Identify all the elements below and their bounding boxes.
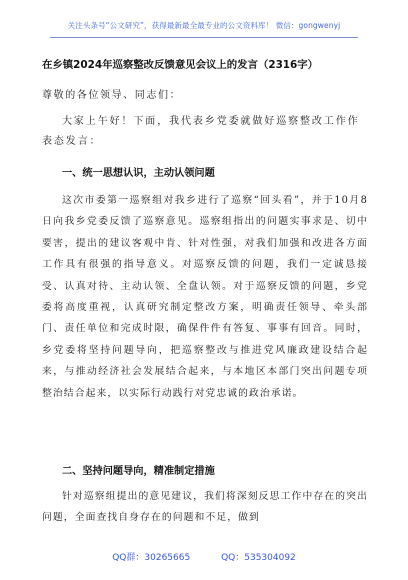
section-heading-1: 一、统一思想认识，主动认领问题 (62, 168, 215, 179)
footer-qq-group: QQ群：30265665 (112, 553, 191, 563)
header-divider (50, 37, 358, 38)
opening-paragraph: 大家上午好！下面，我代表乡党委就做好巡察整改工作作表态发言： (42, 116, 360, 147)
section-paragraph-1: 这次市委第一巡察组对我乡进行了巡察“回头看”，并于10月8日向我乡党委反馈了巡察意见。巡察组指出的问题实事求是、切中要害，提出的建议客观中肯、针对性强，对我们加强和改进各方面工作具有很强的指导意义。对巡察反馈的问题，我们一定诚恳接受、认真对待、主动认领、全盘认领。对于巡察反馈的问题，乡党委将高度重视，认真研究制定整改方案，明确责任领导、牵头部门、责任单位和完成时限，确保件件有答复、事事有回音。同时，乡党委将坚持问题导向，把巡察整改与推进党风廉政建设结合起来，与推动经济社会发展结合起来，与本地区本部门突出问题专项整治结合起来，以实际行动践行对党忠诚的政治承诺。 (42, 195, 368, 399)
footer-qq: QQ：535304092 (221, 553, 296, 563)
section-heading-2: 二、坚持问题导向，精准制定措施 (62, 466, 215, 477)
footer-contact (0, 550, 408, 563)
salutation: 尊敬的各位领导、同志们： (42, 90, 182, 101)
header-banner: 关注头条号“公文研究”，获得最新最全最专业的公文资料库！ 微信：gongwenyj (67, 21, 341, 30)
document-title: 在乡镇2024年巡察整改反馈意见会议上的发言（2316字） (42, 59, 319, 71)
section-paragraph-2: 针对巡察组提出的意见建议，我们将深刻反思工作中存在的突出问题，全面查找自身存在的问题和不足，做到 (42, 491, 368, 524)
